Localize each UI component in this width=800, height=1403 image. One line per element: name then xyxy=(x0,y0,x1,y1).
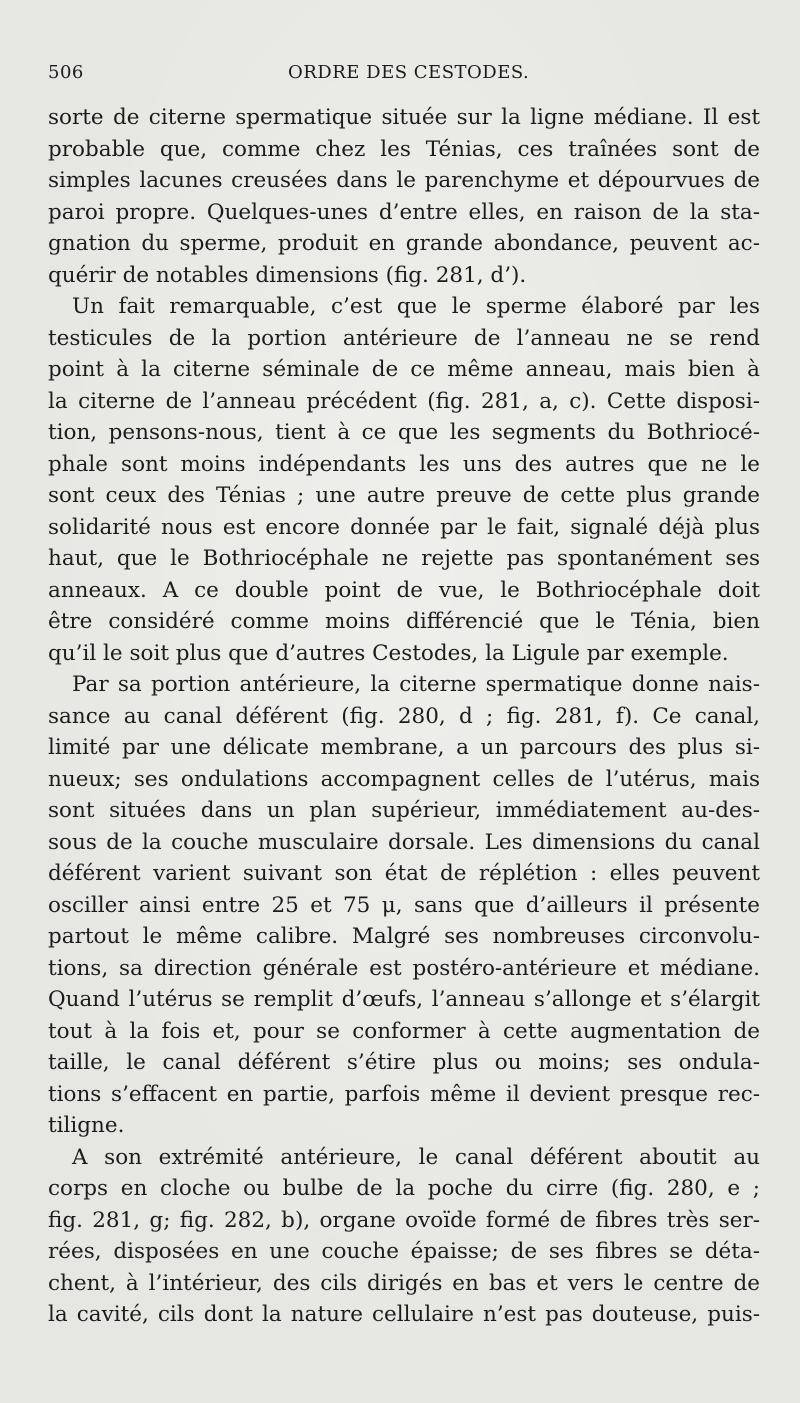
text-line: sont ceux des Ténias ; une autre preuve de cette plus grande xyxy=(48,483,760,508)
text-line: corps en cloche ou bulbe de la poche du cirre (fig. 280, e ; xyxy=(48,1176,760,1201)
text-line: rées, disposées en une couche épaisse; de ses fibres se déta- xyxy=(48,1239,760,1264)
running-head xyxy=(48,62,758,92)
text-line: chent, à l’intérieur, des cils dirigés en bas et vers le centre de xyxy=(48,1270,760,1296)
text-line: testicules de la portion antérieure de l’anneau ne se rend xyxy=(48,325,760,351)
text-line: tions, sa direction générale est postéro-antérieure et médiane. xyxy=(48,955,760,981)
text-line: Par sa portion antérieure, la citerne spermatique donne nais- xyxy=(72,672,760,697)
text-line: sance au canal déférent (fig. 280, d ; fig. 281, f). Ce canal, xyxy=(48,703,760,729)
text-line: point à la citerne séminale de ce même anneau, mais bien à xyxy=(48,357,760,382)
text-line: sous de la couche musculaire dorsale. Les dimensions du canal xyxy=(48,829,760,855)
text-line: Quand l’utérus se remplit d’œufs, l’anneau s’allonge et s’élargit xyxy=(48,987,760,1012)
text-line: être considéré comme moins différencié que le Ténia, bien xyxy=(48,609,760,634)
text-line: haut, que le Bothriocéphale ne rejette pas spontanément ses xyxy=(48,546,760,571)
text-line: paroi propre. Quelques-unes d’entre elles, en raison de la sta- xyxy=(48,199,760,225)
running-title: ORDRE DES CESTODES. xyxy=(288,62,530,83)
text-line: nueux; ses ondulations accompagnent celles de l’utérus, mais xyxy=(48,766,760,792)
text-line: limité par une délicate membrane, a un parcours des plus si- xyxy=(48,735,760,760)
text-line: sont situées dans un plan supérieur, immédiatement au-des- xyxy=(48,798,760,823)
text-line: qu’il le soit plus que d’autres Cestodes, la Ligule par exemple. xyxy=(48,640,729,666)
text-line: tiligne. xyxy=(48,1113,125,1138)
text-line: phale sont moins indépendants les uns des autres que ne le xyxy=(48,451,760,477)
text-line: taille, le canal déférent s’étire plus ou moins; ses ondula- xyxy=(48,1050,760,1075)
text-line: fig. 281, g; fig. 282, b), organe ovoïde formé de fibres très ser- xyxy=(48,1207,760,1233)
text-line: solidarité nous est encore donnée par le fait, signalé déjà plus xyxy=(48,514,760,540)
text-line: tion, pensons-nous, tient à ce que les segments du Bothriocé- xyxy=(48,420,760,445)
text-line: la citerne de l’anneau précédent (fig. 281, a, c). Cette disposi- xyxy=(48,388,760,414)
text-line: anneaux. A ce double point de vue, le Bothriocéphale doit xyxy=(48,577,760,603)
text-line: gnation du sperme, produit en grande abondance, peuvent ac- xyxy=(48,231,760,256)
text-line: sorte de citerne spermatique située sur la ligne médiane. Il est xyxy=(48,105,760,130)
text-line: tout à la fois et, pour se conformer à cette augmentation de xyxy=(48,1018,760,1044)
text-line: quérir de notables dimensions (fig. 281, d’). xyxy=(48,262,527,288)
text-line: simples lacunes creusées dans le parenchyme et dépourvues de xyxy=(48,168,760,193)
page-number: 506 xyxy=(48,62,84,83)
text-line: A son extrémité antérieure, le canal déférent aboutit au xyxy=(72,1144,760,1170)
text-line: probable que, comme chez les Ténias, ces traînées sont de xyxy=(48,136,760,162)
body-text xyxy=(48,102,760,1331)
text-line: Un fait remarquable, c’est que le sperme élaboré par les xyxy=(72,294,760,319)
text-line: tions s’effacent en partie, parfois même il devient presque rec- xyxy=(48,1081,760,1107)
text-line: osciller ainsi entre 25 et 75 μ, sans que d’ailleurs il présente xyxy=(48,892,760,918)
text-line: partout le même calibre. Malgré ses nombreuses circonvolu- xyxy=(48,924,760,949)
text-line: la cavité, cils dont la nature cellulaire n’est pas douteuse, puis- xyxy=(48,1302,760,1327)
text-line: déférent varient suivant son état de réplétion : elles peuvent xyxy=(48,861,760,886)
